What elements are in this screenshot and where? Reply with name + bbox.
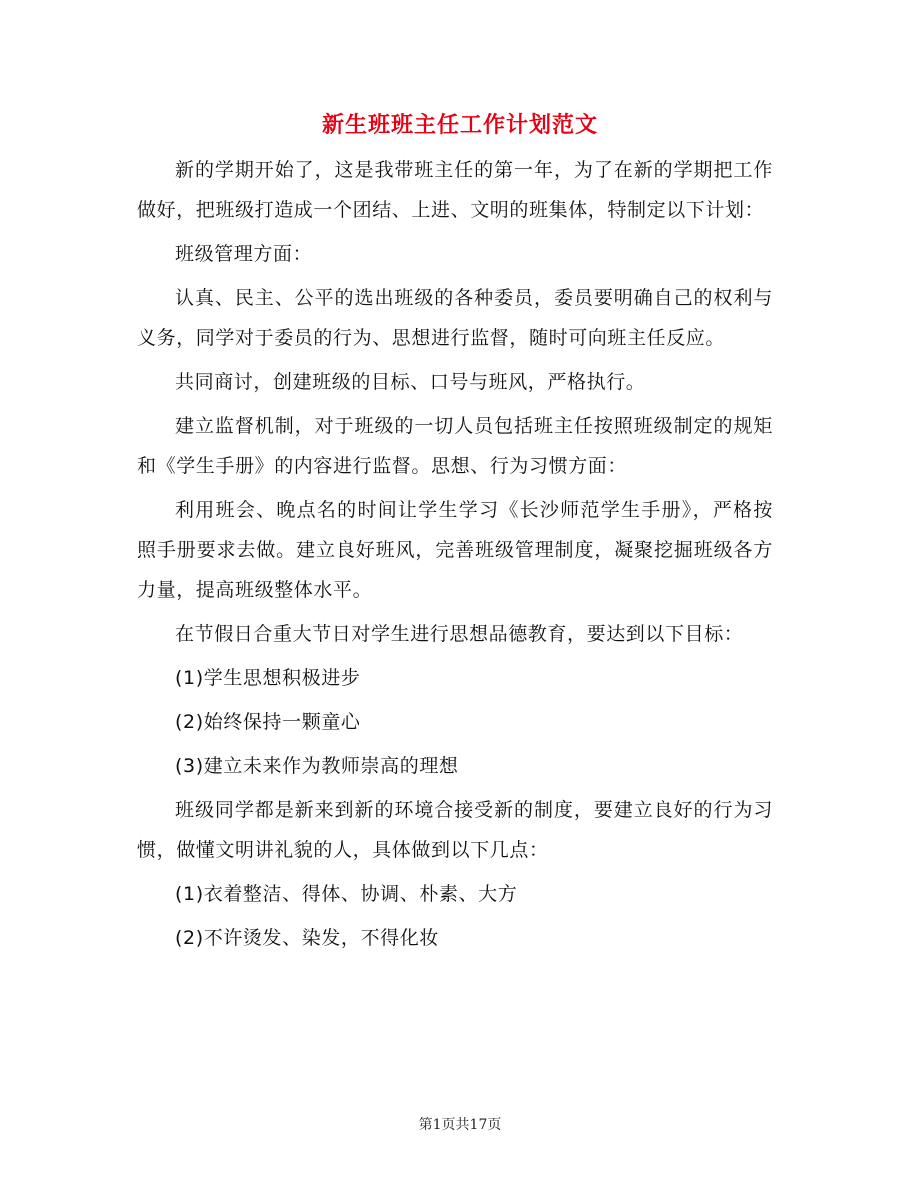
document-body [137,150,773,958]
list-item-goal-2: (2)始终保持一颗童心 [175,711,361,733]
paragraph-holiday-education: 在节假日合重大节日对学生进行思想品德教育，要达到以下目标： [175,623,744,645]
list-item-habit-1: (1)衣着整洁、得体、协调、朴素、大方 [175,883,518,905]
document-title: 新生班班主任工作计划范文 [321,113,598,138]
paragraph-intro: 新的学期开始了，这是我带班主任的第一年，为了在新的学期把工作做好，把班级打造成一个团结、上进、文明的班集体，特制定以下计划： [137,159,773,221]
paragraph-class-management-heading: 班级管理方面： [175,243,313,265]
paragraph-supervision: 建立监督机制，对于班级的一切人员包括班主任按照班级制定的规矩和《学生手册》的内容进行监督。思想、行为习惯方面： [137,415,773,477]
paragraph-handbook: 利用班会、晚点名的时间让学生学习《长沙师范学生手册》，严格按照手册要求去做。建立良好班风，完善班级管理制度，凝聚挖掘班级各方力量，提高班级整体水平。 [137,499,773,601]
list-item-goal-1: (1)学生思想积极进步 [175,667,361,689]
list-item-habit-2: (2)不许烫发、染发，不得化妆 [175,927,439,949]
paragraph-habits: 班级同学都是新来到新的环境合接受新的制度，要建立良好的行为习惯，做懂文明讲礼貌的人，具体做到以下几点： [137,799,773,861]
list-item-goal-3: (3)建立未来作为教师崇高的理想 [175,755,459,777]
paragraph-committee: 认真、民主、公平的选出班级的各种委员，委员要明确自己的权利与义务，同学对于委员的行为、思想进行监督，随时可向班主任反应。 [137,287,773,349]
page-number: 第1页共17页 [418,1117,502,1133]
paragraph-goals: 共同商讨，创建班级的目标、口号与班风，严格执行。 [175,371,646,393]
